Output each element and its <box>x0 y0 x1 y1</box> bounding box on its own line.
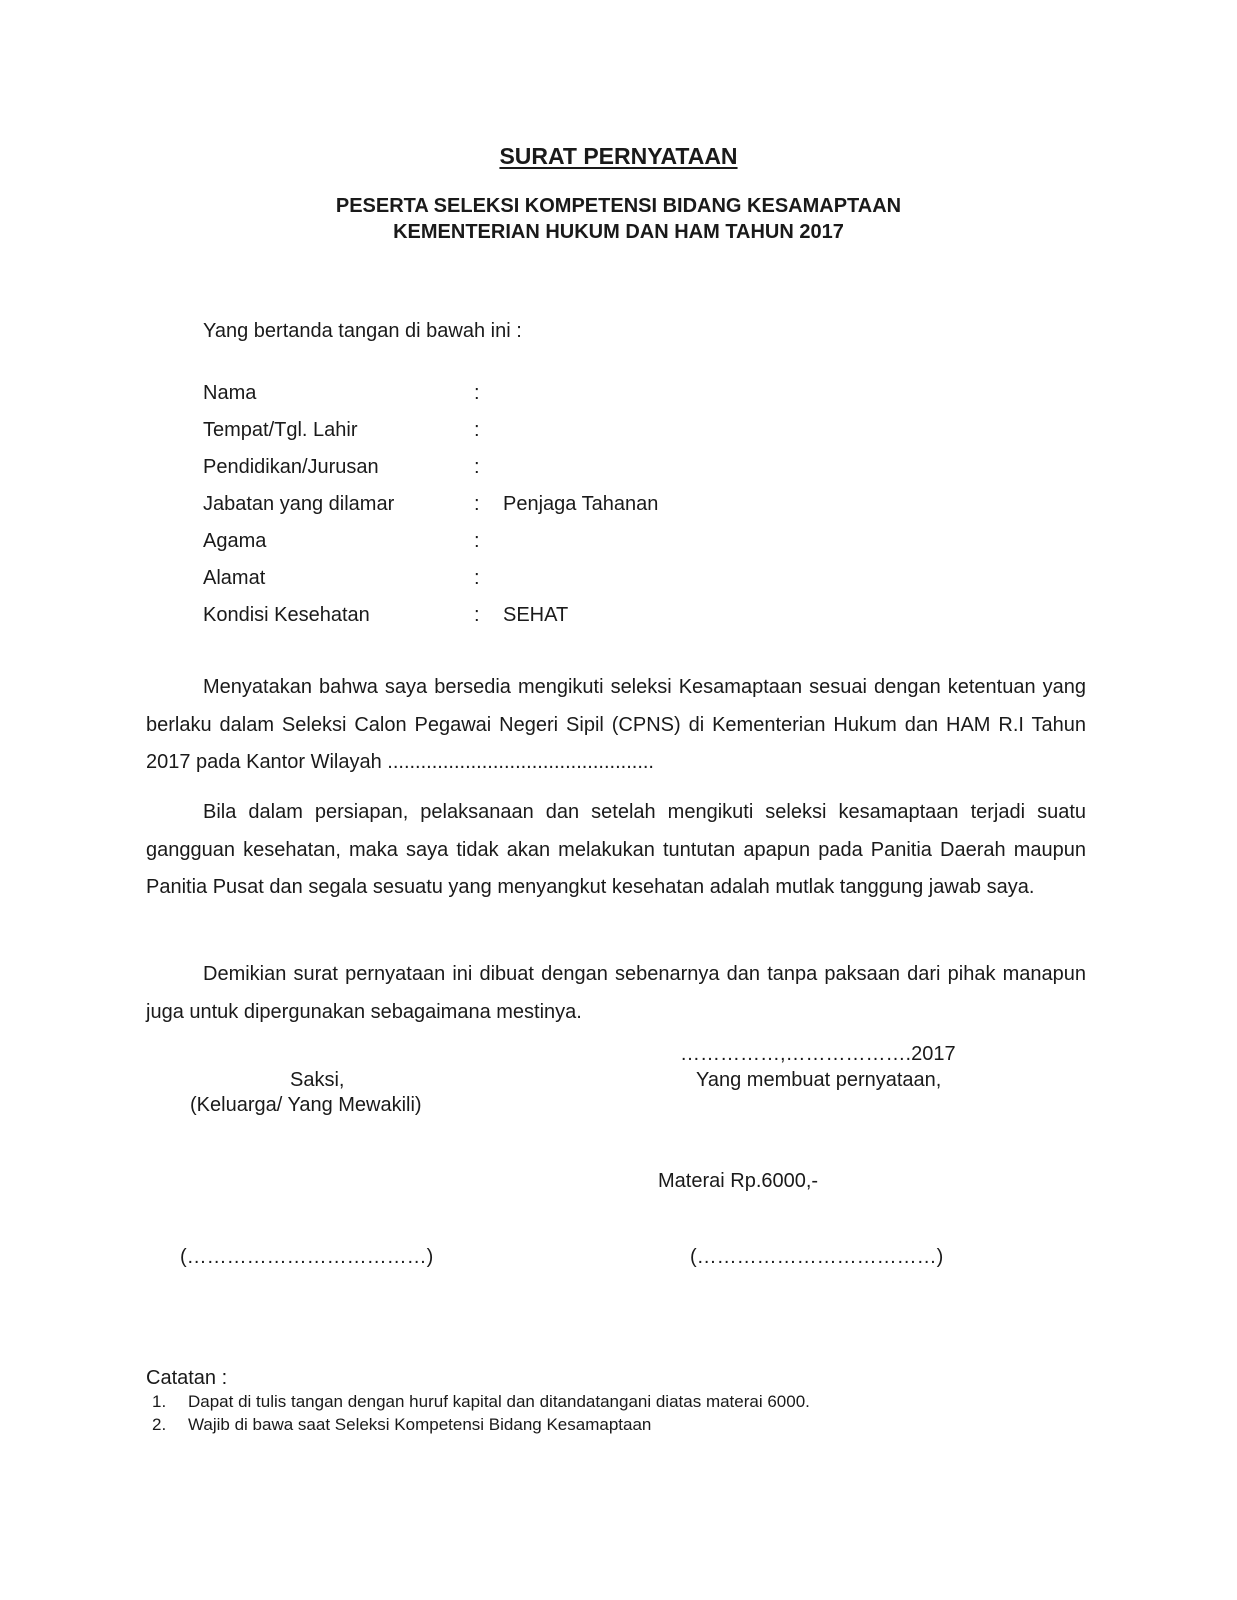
witness-signature-line: (………………………………) <box>180 1246 434 1268</box>
field-label: Kondisi Kesehatan <box>203 604 370 626</box>
field-label: Agama <box>203 530 267 552</box>
field-label: Nama <box>203 382 257 404</box>
note-number: 1. <box>152 1392 167 1411</box>
witness-label: Saksi, <box>290 1069 345 1091</box>
field-row-pendidikan <box>203 456 903 482</box>
stamp-duty-label: Materai Rp.6000,- <box>658 1170 819 1192</box>
field-colon: : <box>474 382 480 404</box>
field-label: Jabatan yang dilamar <box>203 493 395 515</box>
field-colon: : <box>474 419 480 441</box>
field-colon: : <box>474 604 480 626</box>
notes-title: Catatan : <box>146 1367 228 1389</box>
field-colon: : <box>474 456 480 478</box>
field-row-tempat-tgl-lahir <box>203 419 903 445</box>
statement-paragraph: Menyatakan bahwa saya bersedia mengikuti seleksi Kesamaptaan sesuai dengan ketentuan yang berlaku dalam Seleksi Calon Pegawai Negeri Sipil (CPNS) di Kementerian Hukum dan HAM R.I Tahun 2017 pada Kantor Wilayah ................................................ <box>146 676 1086 773</box>
maker-label: Yang membuat pernyataan, <box>696 1069 942 1091</box>
field-row-nama <box>203 382 903 408</box>
field-row-kondisi-kesehatan <box>203 604 903 630</box>
document-subtitle-line2: KEMENTERIAN HUKUM DAN HAM TAHUN 2017 <box>393 221 844 243</box>
document-subtitle-line1: PESERTA SELEKSI KOMPETENSI BIDANG KESAMAPTAAN <box>335 195 902 217</box>
field-row-jabatan <box>203 493 903 519</box>
field-label: Tempat/Tgl. Lahir <box>203 419 358 441</box>
field-row-agama <box>203 530 903 556</box>
field-row-alamat <box>203 567 903 593</box>
field-value: Penjaga Tahanan <box>503 493 659 515</box>
field-colon: : <box>474 493 480 515</box>
note-text: Dapat di tulis tangan dengan huruf kapital dan ditandatangani diatas materai 6000. <box>188 1392 810 1411</box>
field-value: SEHAT <box>503 604 569 626</box>
witness-sublabel: (Keluarga/ Yang Mewakili) <box>190 1094 422 1116</box>
intro-text: Yang bertanda tangan di bawah ini : <box>203 320 522 342</box>
note-text: Wajib di bawa saat Seleksi Kompetensi Bidang Kesamaptaan <box>188 1415 652 1434</box>
field-label: Pendidikan/Jurusan <box>203 456 379 478</box>
document-title: SURAT PERNYATAAN <box>499 143 738 169</box>
field-colon: : <box>474 530 480 552</box>
maker-signature-line: (………………………………) <box>690 1246 944 1268</box>
closing-paragraph: Demikian surat pernyataan ini dibuat dengan sebenarnya dan tanpa paksaan dari pihak manapun juga untuk dipergunakan sebagaimana mestinya. <box>146 963 1086 1023</box>
date-line: ……………,……………….2017 <box>680 1043 956 1065</box>
field-label: Alamat <box>203 567 266 589</box>
field-colon: : <box>474 567 480 589</box>
note-number: 2. <box>152 1415 167 1434</box>
liability-paragraph: Bila dalam persiapan, pelaksanaan dan setelah mengikuti seleksi kesamaptaan terjadi suatu gangguan kesehatan, maka saya tidak akan melakukan tuntutan apapun pada Panitia Daerah maupun Panitia Pusat dan segala sesuatu yang menyangkut kesehatan adalah mutlak tanggung jawab saya. <box>146 801 1086 898</box>
